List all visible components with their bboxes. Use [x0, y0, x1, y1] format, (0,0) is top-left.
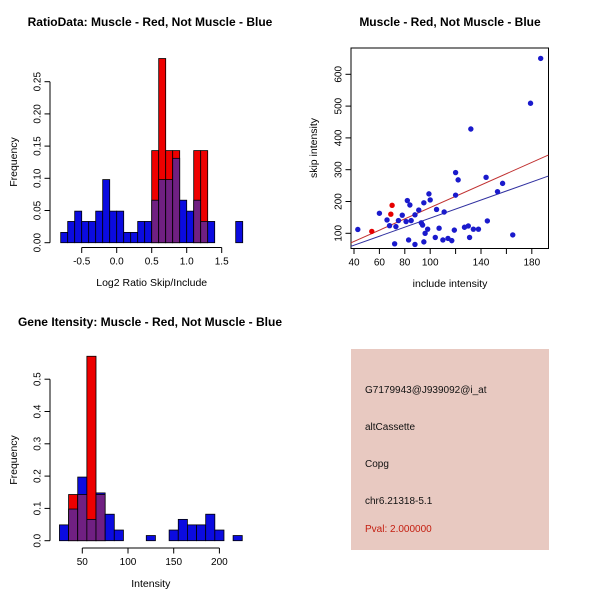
x-tick-label: 180 [523, 257, 541, 269]
splice-type-text: altCassette [365, 422, 416, 433]
not-muscle-point [466, 223, 471, 228]
not-muscle-point [510, 232, 515, 237]
not-muscle-point [434, 207, 439, 212]
x-tick-label: 140 [472, 257, 490, 269]
blue-bar [105, 514, 114, 540]
not-muscle-point [406, 237, 411, 242]
ratio-histogram-title: RatioData: Muscle - Red, Not Muscle - Blue [27, 15, 273, 29]
not-muscle-point [384, 217, 389, 222]
y-tick-label: 500 [333, 97, 345, 115]
overlap-bar [96, 495, 105, 541]
blue-bar [145, 221, 152, 242]
overlap-bar [87, 519, 96, 540]
scatter-title: Muscle - Red, Not Muscle - Blue [359, 15, 541, 29]
not-muscle-point [495, 189, 500, 194]
blue-bar [82, 221, 89, 242]
overlap-bar [78, 495, 87, 541]
not-muscle-point [412, 212, 417, 217]
blue-bar [178, 519, 187, 540]
not-muscle-point [500, 181, 505, 186]
probe-id-text: G7179943@J939092@i_at [365, 385, 487, 396]
x-tick-label: 50 [76, 557, 88, 568]
blue-bar [96, 211, 103, 243]
not-muscle-point [428, 197, 433, 202]
not-muscle-point [392, 241, 397, 246]
scatter-plot [334, 48, 549, 269]
y-tick-label: 0.20 [32, 104, 44, 124]
x-tick-label: 200 [211, 557, 228, 568]
blue-bar [197, 525, 206, 541]
overlap-bar [173, 158, 180, 242]
blue-bar [206, 514, 215, 540]
muscle-point [388, 212, 393, 217]
not-muscle-point [483, 175, 488, 180]
y-tick-label: 0.3 [32, 436, 44, 451]
y-tick-label: 600 [333, 65, 345, 83]
blue-bar [187, 211, 194, 243]
not-muscle-point [355, 227, 360, 232]
overlap-bar [194, 200, 201, 243]
gene-histogram-xlabel: Intensity [131, 578, 171, 590]
not-muscle-point [453, 170, 458, 175]
muscle-point [389, 203, 394, 208]
x-tick-label: 0.0 [109, 256, 124, 268]
x-tick-label: -0.5 [73, 256, 91, 268]
gene-info-panel [351, 349, 549, 550]
not-muscle-point [440, 237, 445, 242]
muscle-fit-line [351, 155, 548, 243]
gene-histogram-plot [33, 356, 243, 568]
x-tick-label: 100 [119, 557, 137, 568]
blue-bar [236, 221, 243, 242]
y-tick-label: 0.4 [32, 404, 44, 419]
not-muscle-point [416, 207, 421, 212]
blue-bar [138, 221, 145, 242]
not-muscle-point [400, 212, 405, 217]
ratio-histogram-plot [33, 59, 243, 268]
y-tick-label: 0.5 [32, 372, 44, 387]
gene-name-text: Copg [365, 459, 389, 470]
blue-bar [169, 530, 178, 541]
not-muscle-point [452, 227, 457, 232]
overlap-bar [152, 200, 159, 243]
overlap-bar [69, 509, 78, 541]
x-tick-label: 0.5 [144, 256, 159, 268]
y-tick-label: 0.2 [32, 469, 44, 484]
not-muscle-point [419, 220, 424, 225]
not-muscle-point [412, 242, 417, 247]
y-tick-label: 400 [333, 129, 345, 147]
not-muscle-point [377, 211, 382, 216]
red-bar [87, 356, 96, 540]
blue-bar [131, 232, 138, 242]
blue-bar [124, 232, 131, 242]
overlap-bar [201, 221, 208, 242]
pval-text: Pval: 2.000000 [365, 524, 432, 535]
not-muscle-point [476, 226, 481, 231]
not-muscle-point [467, 235, 472, 240]
blue-bar [89, 221, 96, 242]
not-muscle-point [471, 226, 476, 231]
scatter-xlabel: include intensity [412, 278, 488, 290]
ratio-histogram-panel [0, 0, 300, 300]
y-tick-label: 0.05 [32, 200, 44, 221]
ratio-histogram-ylabel: Frequency [8, 137, 20, 187]
not-muscle-point [405, 198, 410, 203]
blue-bar [103, 180, 110, 243]
gene-histogram-title: Gene Itensity: Muscle - Red, Not Muscle - Blue [17, 315, 283, 329]
not-muscle-point [449, 238, 454, 243]
blue-bar [68, 221, 75, 242]
x-tick-label: 150 [165, 557, 183, 568]
x-tick-label: 40 [348, 257, 360, 269]
blue-bar [117, 211, 124, 243]
not-muscle-point [468, 126, 473, 131]
not-muscle-point [433, 235, 438, 240]
overlap-bar [159, 180, 166, 243]
x-tick-label: 100 [421, 257, 439, 269]
not-muscle-point [436, 226, 441, 231]
x-tick-label: 1.5 [214, 256, 229, 268]
y-tick-label: 0.10 [32, 168, 44, 189]
y-tick-label: 100 [333, 224, 345, 242]
plot-box [351, 48, 549, 249]
blue-bar [180, 200, 187, 243]
not-muscle-point [425, 226, 430, 231]
not-muscle-point [403, 219, 408, 224]
x-tick-label: 60 [373, 257, 385, 269]
ratio-histogram-xlabel: Log2 Ratio Skip/Include [96, 277, 208, 289]
y-tick-label: 0.0 [32, 533, 44, 548]
blue-bar [59, 525, 68, 541]
not-muscle-point [528, 101, 533, 106]
y-tick-label: 200 [333, 193, 345, 210]
y-tick-label: 300 [333, 161, 345, 179]
not-muscle-point [408, 218, 413, 223]
gene-histogram-ylabel: Frequency [8, 435, 20, 485]
blue-bar [75, 211, 82, 243]
blue-bar [110, 211, 117, 243]
not-muscle-point [441, 209, 446, 214]
y-tick-label: 0.25 [32, 71, 44, 92]
overlap-bar [166, 180, 173, 243]
not-muscle-point [421, 200, 426, 205]
gene-intensity-histogram-panel [0, 300, 300, 600]
intensity-scatter-panel [300, 0, 600, 300]
blue-bar [114, 530, 123, 541]
not-muscle-point [421, 239, 426, 244]
not-muscle-point [453, 192, 458, 197]
scatter-ylabel: skip intensity [308, 117, 320, 179]
x-tick-label: 80 [399, 257, 411, 269]
not-muscle-point [387, 223, 392, 228]
x-tick-label: 1.0 [179, 256, 194, 268]
blue-bar [187, 525, 196, 541]
not-muscle-point [426, 191, 431, 196]
not-muscle-point [396, 218, 401, 223]
blue-bar [61, 232, 68, 242]
y-tick-label: 0.1 [32, 501, 44, 516]
y-tick-label: 0.00 [32, 232, 44, 253]
not-muscle-point [455, 177, 460, 182]
blue-bar [233, 536, 242, 541]
blue-bar [215, 530, 224, 541]
not-muscle-point [485, 218, 490, 223]
blue-bar [146, 536, 155, 541]
not-muscle-point [393, 224, 398, 229]
not-muscle-point [538, 56, 543, 61]
location-text: chr6.21318-5.1 [365, 496, 433, 507]
muscle-point [369, 229, 374, 234]
blue-bar [208, 221, 215, 242]
y-tick-label: 0.15 [32, 136, 44, 156]
